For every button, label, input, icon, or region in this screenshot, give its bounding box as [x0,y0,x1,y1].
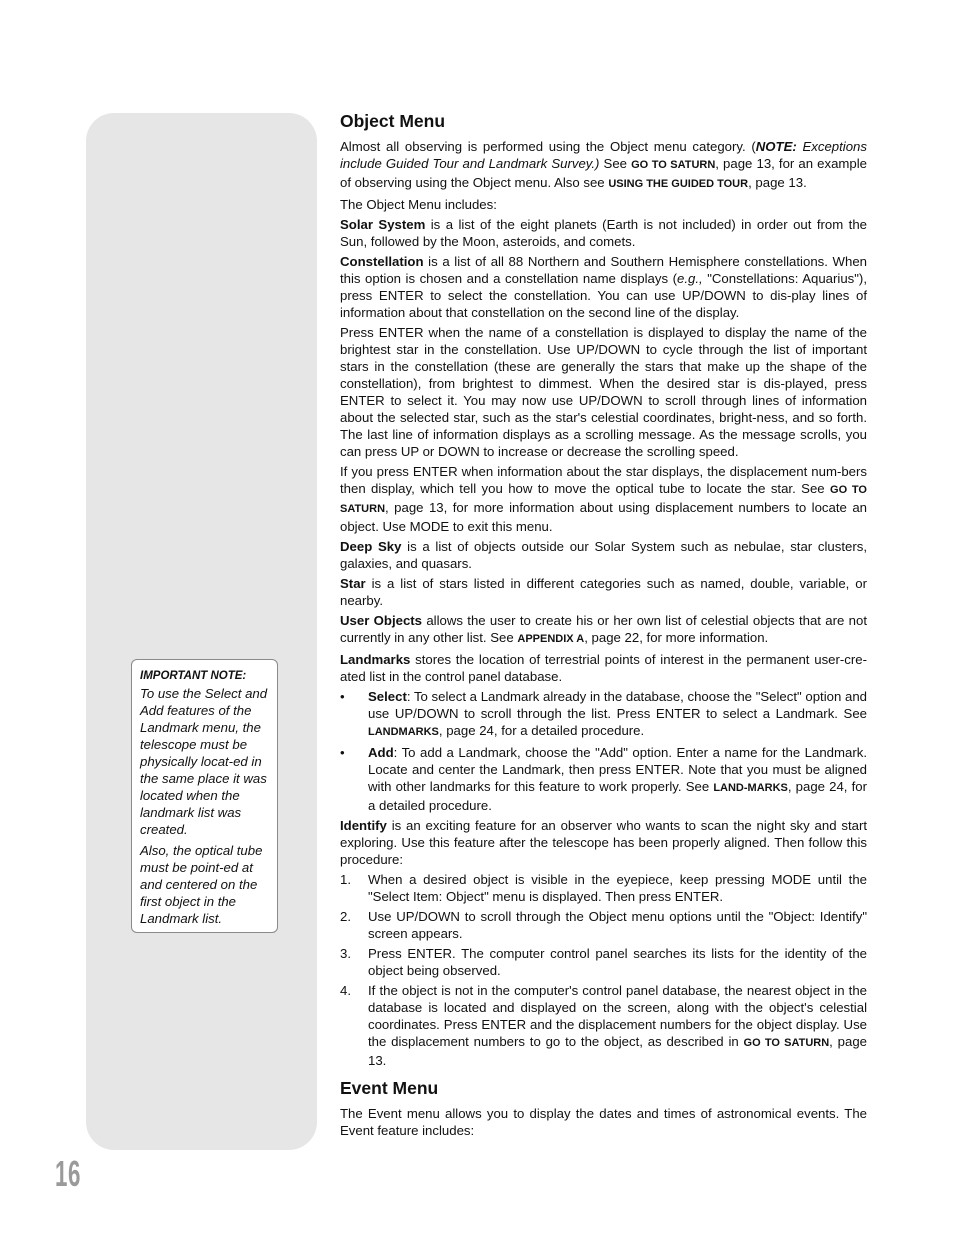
identify-paragraph: Identify is an exciting feature for an observer who wants to scan the night sky and start exploring. Use this feature after the telescope has been properly aligned. Then follow this procedure: [340,818,867,867]
object-menu-heading: Object Menu [340,111,446,131]
landmarks-paragraph: Landmarks stores the location of terrestrial points of interest in the permanent user-cre-ated list in the control panel database. [340,652,867,684]
star-paragraph: Star is a list of stars listed in different categories such as named, double, variable, or nearby. [340,576,867,608]
intro-paragraph: Almost all observing is performed using the Object menu category. (NOTE: Exceptions include Guided Tour and Landmark Survey.) See GO TO SATURN, page 13, for an example of observing using the Object menu. Also see USING THE GUIDED TOUR, page 13. [340,139,867,190]
deep-sky-paragraph: Deep Sky is a list of objects outside our Solar System such as nebulae, star clusters, galaxies, and quasars. [340,539,867,571]
user-objects-paragraph: User Objects allows the user to create his or her own list of celestial objects that are not currently in any other list. See APPENDIX A, page 22, for more information. [340,613,867,645]
ref-go-to-saturn: GO TO SATURN [631,159,716,171]
ref-guided-tour: USING THE GUIDED TOUR [608,178,749,190]
bullet-marker: • [340,745,345,760]
step-3: 3. Press ENTER. The computer control panel searches its lists for the identity of the object being observed. [340,946,867,978]
step-1: 1. When a desired object is visible in the eyepiece, keep pressing MODE until the "Select Item: Object" menu is displayed. Then press ENTER. [340,872,867,904]
step-4: 4. If the object is not in the computer's control panel database, the nearest object in the database is located and displayed on the screen, along with the object's celestial coordinates. Press ENTER and the displacement numbers for the object display. Use the displacement numbers to go to the object, as described in GO TO SATURN, page 13. [340,983,867,1068]
main-column [340,110,867,1142]
bullet-select: • Select: To select a Landmark already in the database, choose the "Select" option and use UP/DOWN to scroll through the list. Press ENTER to select a Landmark. See LANDMARKS, page 24, for a detailed procedure. [340,689,867,738]
constellation-paragraph: Constellation is a list of all 88 Northern and Southern Hemisphere constellations. When this option is chosen and a constellation name displays (e.g., "Constellations: Aquarius"), press ENTER to select the constellation. You can use UP/DOWN to dis-play lines of information about that constellation on the second line of the display. [340,254,867,320]
step-2: 2. Use UP/DOWN to scroll through the Object menu options until the "Object: Identify" screen appears. [340,909,867,941]
sidebar-panel [86,113,317,1150]
bullet-add: • Add: To add a Landmark, choose the "Add" option. Enter a name for the Landmark. Locate and center the Landmark, then press ENTER. Note that you must be aligned with other landmarks for this feature to work properly. See LAND-MARKS, page 24, for a detailed procedure. [340,745,867,813]
event-menu-heading: Event Menu [340,1078,439,1098]
note-title: IMPORTANT NOTE: [140,670,247,682]
press-enter-paragraph: Press ENTER when the name of a constellation is displayed to display the name of the brightest star in the constellation. Use UP/DOWN to cycle through the list of important stars in the constellation (these are generally the stars that make up the shape of the constellation), from brightest to dimmest. When the desired star is dis-played, press ENTER to select it. You may now use UP/DOWN to scroll through lines of information about the selected star, such as the star's celestial coordinates, bright-ness, and so forth. The last line of information displays as a scrolling message. As the message scrolls, you can press UP or DOWN to increase or decrease the scrolling speed. [340,325,867,459]
note-text-1: To use the Select and Add features of the Landmark menu, the telescope must be physically locat-ed in the same place it was located when the landmark list was created. [140,686,268,837]
solar-system-paragraph: Solar System is a list of the eight planets (Earth is not included) in order out from the Sun, followed by the Moon, asteroids, and comets. [340,217,867,249]
includes-text: The Object Menu includes: [340,197,497,212]
important-note-box [131,659,278,933]
bullet-marker: • [340,689,345,704]
page-number: 16 [55,1153,82,1194]
note-text-2: Also, the optical tube must be point-ed at and centered on the first object in the Landmark list. [140,843,263,926]
displacement-paragraph: If you press ENTER when information about the star displays, the displacement num-bers then display, which tell you how to move the optical tube to locate the star. See GO TO SATURN, page 13, for more information about using displacement numbers to locate an object. Use MODE to exit this menu. [340,464,867,534]
event-menu-paragraph: The Event menu allows you to display the dates and times of astronomical events. The Event feature includes: [340,1106,867,1138]
